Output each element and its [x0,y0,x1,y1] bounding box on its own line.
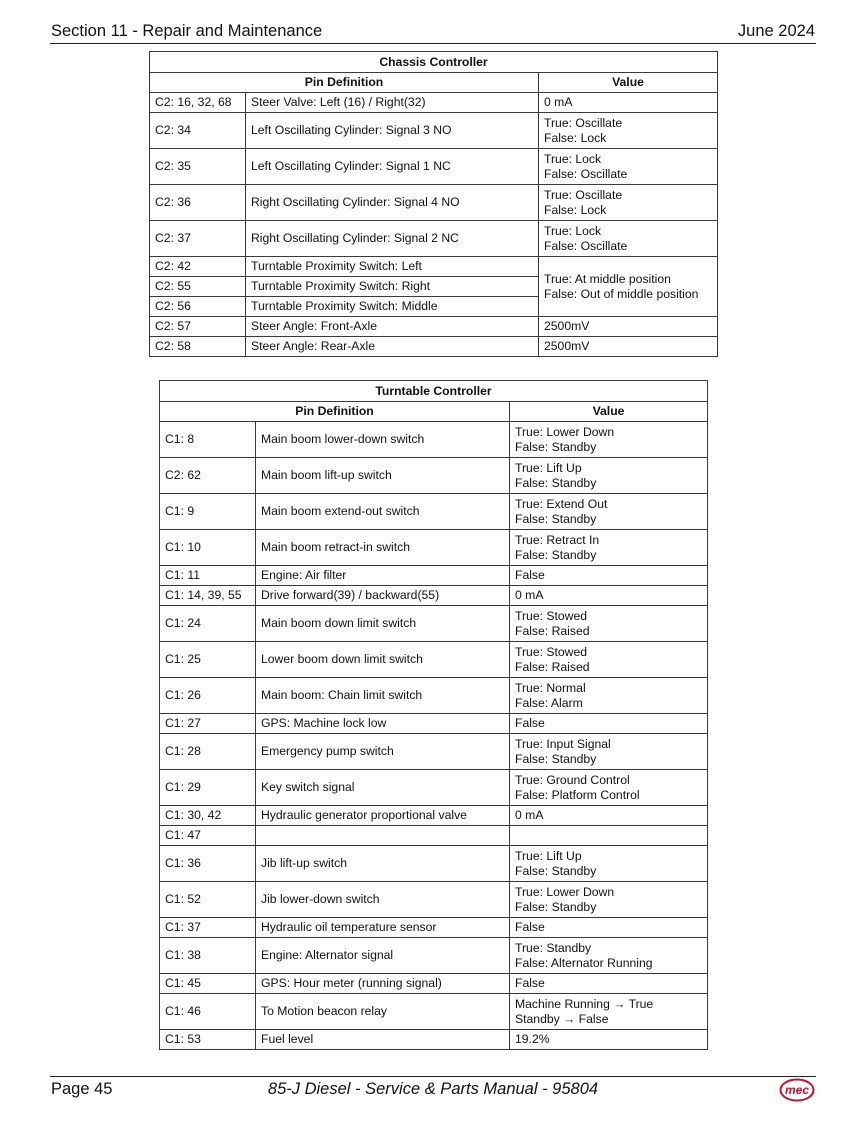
table-row [160,974,708,994]
pin-cell: C1: 52 [160,882,256,918]
value-cell: 2500mV [539,317,718,337]
table-row [150,149,718,185]
pin-cell: C1: 46 [160,994,256,1030]
value-false-line: False: Out of middle position [544,286,699,301]
value-cell [539,185,718,221]
definition-cell: Main boom lift-up switch [256,458,510,494]
value-false-line: False: Standby [515,475,597,490]
table-row [160,1030,708,1050]
value-cell [510,606,708,642]
pin-cell: C1: 38 [160,938,256,974]
table-row [150,337,718,357]
value-cell [510,678,708,714]
pin-cell: C2: 57 [150,317,246,337]
definition-cell: To Motion beacon relay [256,994,510,1030]
pin-cell: C2: 34 [150,113,246,149]
value-false-line: False: Standby [515,899,597,914]
pin-cell: C1: 25 [160,642,256,678]
definition-cell: Left Oscillating Cylinder: Signal 1 NC [246,149,539,185]
table-row [160,606,708,642]
logo-text: mec [784,1083,810,1097]
value-cell: False [510,918,708,938]
pin-cell: C1: 30, 42 [160,806,256,826]
definition-cell: Jib lift-up switch [256,846,510,882]
pin-cell: C1: 14, 39, 55 [160,586,256,606]
definition-cell: Main boom lower-down switch [256,422,510,458]
turntable-col-pin-definition: Pin Definition [160,402,510,422]
value-cell [510,494,708,530]
value-true-line: True: Lower Down [515,884,615,899]
value-false-line: False: Alternator Running [515,955,653,970]
value-true-line: True: Standby [515,940,592,955]
definition-cell: Main boom down limit switch [256,606,510,642]
value-true-line: True: Lower Down [515,424,615,439]
page-number: Page 45 [51,1080,113,1098]
table-row [160,846,708,882]
definition-cell: Engine: Alternator signal [256,938,510,974]
table-row [160,566,708,586]
chassis-col-pin-definition: Pin Definition [150,73,539,93]
table-row [150,93,718,113]
value-cell: False [510,566,708,586]
pin-cell: C2: 55 [150,277,246,297]
definition-cell: Right Oscillating Cylinder: Signal 4 NO [246,185,539,221]
table-row [160,678,708,714]
value-cell [510,882,708,918]
pin-cell: C2: 42 [150,257,246,277]
pin-cell: C1: 26 [160,678,256,714]
value-false-line: False: Standby [515,511,597,526]
value-true-line: Machine Running → True [515,996,654,1011]
value-cell [510,846,708,882]
header-section: Section 11 - Repair and Maintenance [51,22,323,40]
pin-cell: C1: 53 [160,1030,256,1050]
definition-cell: Turntable Proximity Switch: Middle [246,297,539,317]
value-false-line: False: Oscillate [544,238,628,253]
manual-title: 85-J Diesel - Service & Parts Manual - 95804 [267,1080,599,1098]
table-row [160,918,708,938]
value-true-line: True: Normal [515,680,586,695]
value-true-line: True: At middle position [544,271,671,286]
pin-cell: C1: 36 [160,846,256,882]
pin-cell: C2: 62 [160,458,256,494]
value-true-line: True: Oscillate [544,115,623,130]
definition-cell: Lower boom down limit switch [256,642,510,678]
pin-cell: C1: 28 [160,734,256,770]
definition-cell: Steer Angle: Front-Axle [246,317,539,337]
table-row [160,994,708,1030]
table-row [150,317,718,337]
value-false-line: Standby → False [515,1011,609,1026]
pin-cell: C2: 16, 32, 68 [150,93,246,113]
pin-cell: C1: 10 [160,530,256,566]
table-row [160,806,708,826]
pin-cell: C1: 27 [160,714,256,734]
value-cell: 2500mV [539,337,718,357]
table-row [160,938,708,974]
definition-cell: Main boom: Chain limit switch [256,678,510,714]
value-cell [510,994,708,1030]
value-false-line: False: Standby [515,439,597,454]
definition-cell: Jib lower-down switch [256,882,510,918]
definition-cell: Steer Angle: Rear-Axle [246,337,539,357]
value-false-line: False: Oscillate [544,166,628,181]
definition-cell: Key switch signal [256,770,510,806]
table-row [160,642,708,678]
definition-cell [256,826,510,846]
table-row [160,882,708,918]
definition-cell: Turntable Proximity Switch: Left [246,257,539,277]
definition-cell: Emergency pump switch [256,734,510,770]
pin-cell: C2: 58 [150,337,246,357]
value-false-line: False: Standby [515,751,597,766]
value-true-line: True: Stowed [515,644,588,659]
pin-cell: C1: 47 [160,826,256,846]
value-true-line: True: Input Signal [515,736,611,751]
value-cell [539,113,718,149]
chassis-col-value: Value [539,73,718,93]
table-row [160,826,708,846]
chassis-table-title: Chassis Controller [150,52,718,73]
table-row [150,185,718,221]
header-rule [50,43,816,44]
pin-cell: C2: 56 [150,297,246,317]
definition-cell: Engine: Air filter [256,566,510,586]
value-true-line: True: Lift Up [515,460,582,475]
value-false-line: False: Lock [544,202,607,217]
value-cell [510,938,708,974]
value-cell-merged [539,257,718,317]
value-cell: False [510,714,708,734]
value-true-line: True: Lift Up [515,848,582,863]
table-row [150,257,718,277]
pin-cell: C2: 35 [150,149,246,185]
value-true-line: True: Oscillate [544,187,623,202]
chassis-controller-table [149,51,718,357]
value-cell [510,770,708,806]
value-false-line: False: Alarm [515,695,583,710]
value-cell: 0 mA [510,586,708,606]
pin-cell: C1: 37 [160,918,256,938]
mec-logo-icon [779,1078,815,1102]
definition-cell: Main boom extend-out switch [256,494,510,530]
value-false-line: False: Standby [515,863,597,878]
value-cell [539,149,718,185]
definition-cell: Main boom retract-in switch [256,530,510,566]
value-false-line: False: Standby [515,547,597,562]
table-row [160,494,708,530]
turntable-controller-table [159,380,708,1050]
table-row [160,586,708,606]
value-true-line: True: Extend Out [515,496,608,511]
value-cell: False [510,974,708,994]
table-row [150,113,718,149]
definition-cell: Turntable Proximity Switch: Right [246,277,539,297]
value-cell [510,734,708,770]
value-cell [510,826,708,846]
table-row [160,530,708,566]
footer-rule [50,1076,816,1077]
value-true-line: True: Lock [544,223,602,238]
value-true-line: True: Retract In [515,532,600,547]
definition-cell: Hydraulic oil temperature sensor [256,918,510,938]
definition-cell: GPS: Machine lock low [256,714,510,734]
value-cell [510,458,708,494]
turntable-table-title: Turntable Controller [160,381,708,402]
turntable-col-value: Value [510,402,708,422]
value-true-line: True: Lock [544,151,602,166]
value-cell [539,221,718,257]
definition-cell: Left Oscillating Cylinder: Signal 3 NO [246,113,539,149]
definition-cell: Steer Valve: Left (16) / Right(32) [246,93,539,113]
table-row [150,221,718,257]
value-cell [510,642,708,678]
pin-cell: C2: 36 [150,185,246,221]
table-row [160,714,708,734]
pin-cell: C2: 37 [150,221,246,257]
value-true-line: True: Stowed [515,608,588,623]
table-row [160,422,708,458]
value-cell: 0 mA [539,93,718,113]
pin-cell: C1: 29 [160,770,256,806]
value-false-line: False: Raised [515,623,590,638]
definition-cell: Hydraulic generator proportional valve [256,806,510,826]
value-cell: 0 mA [510,806,708,826]
value-cell [510,530,708,566]
value-cell [510,422,708,458]
table-row [160,734,708,770]
pin-cell: C1: 24 [160,606,256,642]
pin-cell: C1: 11 [160,566,256,586]
pin-cell: C1: 45 [160,974,256,994]
value-false-line: False: Raised [515,659,590,674]
turntable-rows [160,422,708,1050]
pin-cell: C1: 9 [160,494,256,530]
value-false-line: False: Lock [544,130,607,145]
definition-cell: Fuel level [256,1030,510,1050]
definition-cell: Right Oscillating Cylinder: Signal 2 NC [246,221,539,257]
value-true-line: True: Ground Control [515,772,630,787]
definition-cell: GPS: Hour meter (running signal) [256,974,510,994]
value-false-line: False: Platform Control [515,787,640,802]
header-date: June 2024 [737,22,815,40]
value-cell: 19.2% [510,1030,708,1050]
pin-cell: C1: 8 [160,422,256,458]
definition-cell: Drive forward(39) / backward(55) [256,586,510,606]
table-row [160,770,708,806]
table-row [160,458,708,494]
